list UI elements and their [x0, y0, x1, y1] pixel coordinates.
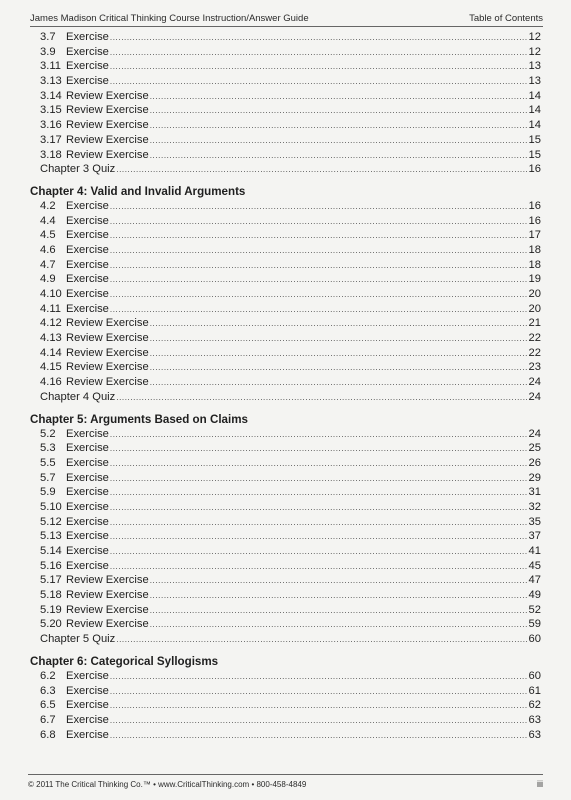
entry-page: 16: [528, 199, 541, 212]
toc-entry: [30, 316, 541, 331]
entry-label: Review Exercise: [66, 361, 149, 374]
dot-leader: [110, 516, 527, 531]
toc-entry: [30, 375, 541, 390]
entry-number: 5.14: [40, 545, 62, 557]
entry-number: 5.16: [40, 559, 62, 572]
toc-entry: [30, 74, 541, 89]
toc-entry: [30, 427, 541, 442]
chapter-heading: Chapter 5: Arguments Based on Claims: [30, 412, 248, 426]
entry-page: 29: [528, 471, 541, 484]
entry-label: Review Exercise: [66, 104, 149, 117]
toc-entry: [30, 728, 541, 743]
dot-leader: [110, 46, 527, 61]
dot-leader: [150, 317, 527, 332]
entry-page: 61: [528, 684, 541, 697]
entry-label: Review Exercise: [66, 346, 149, 359]
footer-rule: [28, 774, 543, 775]
entry-label: Review Exercise: [66, 603, 149, 616]
entry-label: Exercise: [66, 243, 109, 256]
toc-entry: [30, 258, 541, 273]
toc-entry: [30, 45, 541, 60]
toc-entry: [30, 148, 541, 163]
entry-number: 5.5: [40, 456, 56, 469]
entry-label: Exercise: [66, 31, 109, 43]
toc-entry: [30, 588, 541, 603]
entry-number: 5.17: [40, 574, 62, 587]
entry-page: 24: [528, 427, 541, 440]
dot-leader: [110, 200, 527, 215]
entry-label: Exercise: [66, 214, 109, 227]
toc-entry: [30, 529, 541, 544]
entry-number: 5.2: [40, 427, 56, 440]
entry-number: 3.7: [40, 31, 56, 43]
entry-number: 4.2: [40, 199, 56, 212]
entry-page: 24: [528, 376, 541, 389]
entry-label: Exercise: [66, 427, 109, 440]
entry-page: 63: [528, 728, 541, 741]
quiz-page: 24: [528, 390, 541, 403]
dot-leader: [110, 31, 527, 46]
entry-label: Exercise: [66, 486, 109, 499]
entry-label: Exercise: [66, 229, 109, 242]
dot-leader: [110, 699, 527, 714]
entry-number: 6.2: [40, 669, 56, 682]
dot-leader: [116, 163, 526, 178]
entry-label: Exercise: [66, 273, 109, 286]
entry-page: 13: [528, 75, 541, 88]
entry-number: 4.12: [40, 317, 62, 330]
quiz-page: 16: [528, 163, 541, 176]
entry-number: 6.7: [40, 713, 56, 726]
toc-entry: [30, 30, 541, 45]
entry-page: 20: [528, 302, 541, 315]
entry-label: Review Exercise: [66, 119, 149, 132]
entry-number: 3.15: [40, 104, 62, 117]
dot-leader: [150, 347, 527, 362]
dot-leader: [150, 361, 527, 376]
dot-leader: [150, 134, 527, 149]
entry-label: Exercise: [66, 258, 109, 271]
entry-number: 3.9: [40, 45, 56, 58]
entry-label: Exercise: [66, 728, 109, 741]
dot-leader: [150, 149, 527, 164]
toc-entry: [30, 302, 541, 317]
dot-leader: [110, 501, 527, 516]
toc-entry: [30, 118, 541, 133]
entry-page: 14: [528, 119, 541, 132]
dot-leader: [110, 560, 527, 575]
page-number: iii: [537, 779, 543, 789]
dot-leader: [110, 545, 527, 560]
dot-leader: [110, 75, 527, 90]
entry-page: 19: [528, 273, 541, 286]
chapter-heading: Chapter 4: Valid and Invalid Arguments: [30, 184, 246, 198]
dot-leader: [110, 714, 527, 729]
entry-label: Exercise: [66, 288, 109, 300]
dot-leader: [150, 574, 527, 589]
dot-leader: [110, 729, 527, 744]
entry-label: Exercise: [66, 530, 109, 543]
dot-leader: [110, 685, 527, 700]
toc-quiz-entry: [30, 162, 541, 177]
dot-leader: [116, 391, 526, 406]
chapter-heading: Chapter 6: Categorical Syllogisms: [30, 654, 219, 668]
entry-page: 60: [528, 669, 541, 682]
entry-label: Review Exercise: [66, 133, 149, 146]
dot-leader: [110, 472, 527, 487]
dot-leader: [110, 60, 527, 75]
dot-leader: [150, 618, 527, 633]
entry-label: Exercise: [66, 302, 109, 315]
dot-leader: [150, 589, 527, 604]
entry-number: 5.3: [40, 442, 56, 455]
entry-page: 22: [528, 346, 541, 359]
entry-page: 15: [528, 133, 541, 146]
entry-number: 3.17: [40, 133, 62, 146]
entry-number: 6.3: [40, 684, 56, 697]
toc-entry: [30, 559, 541, 574]
entry-label: Exercise: [66, 471, 109, 484]
quiz-label: Chapter 4 Quiz: [40, 390, 116, 403]
toc-entry: [30, 214, 541, 229]
toc-entry: [30, 485, 541, 500]
dot-leader: [110, 229, 527, 244]
entry-label: Exercise: [66, 75, 109, 88]
entry-page: 14: [528, 89, 541, 102]
toc-entry: [30, 228, 541, 243]
entry-label: Review Exercise: [66, 618, 149, 631]
entry-label: Exercise: [66, 684, 109, 697]
entry-page: 18: [528, 258, 541, 271]
toc-entry: [30, 103, 541, 118]
dot-leader: [150, 376, 527, 391]
entry-page: 26: [528, 456, 541, 469]
entry-number: 3.13: [40, 75, 62, 88]
entry-page: 21: [528, 317, 541, 330]
entry-number: 4.14: [40, 346, 62, 359]
entry-number: 4.15: [40, 361, 62, 374]
entry-label: Review Exercise: [66, 317, 149, 330]
entry-page: 16: [528, 214, 541, 227]
entry-label: Exercise: [66, 669, 109, 682]
entry-number: 5.10: [40, 500, 62, 513]
entry-page: 52: [528, 603, 541, 616]
dot-leader: [150, 90, 527, 105]
entry-number: 4.4: [40, 214, 56, 227]
entry-page: 17: [528, 229, 541, 242]
dot-leader: [110, 273, 527, 288]
toc-entry: [30, 500, 541, 515]
dot-leader: [110, 288, 527, 303]
entry-page: 31: [528, 486, 541, 499]
entry-label: Exercise: [66, 199, 109, 212]
entry-number: 6.8: [40, 728, 56, 741]
entry-label: Exercise: [66, 545, 109, 557]
footer-copyright: © 2011 The Critical Thinking Co.™ • www.CriticalThinking.com • 800-458-4849: [28, 779, 307, 789]
toc-entry: [30, 456, 541, 471]
toc-entry: [30, 346, 541, 361]
entry-label: Exercise: [66, 442, 109, 455]
toc-quiz-entry: [30, 632, 541, 647]
entry-page: 12: [528, 45, 541, 58]
entry-label: Exercise: [66, 515, 109, 528]
entry-page: 59: [528, 618, 541, 631]
entry-label: Exercise: [66, 500, 109, 513]
entry-number: 5.20: [40, 618, 62, 631]
toc-entry: [30, 713, 541, 728]
entry-label: Exercise: [66, 713, 109, 726]
dot-leader: [110, 428, 527, 443]
entry-page: 18: [528, 243, 541, 256]
entry-page: 14: [528, 104, 541, 117]
dot-leader: [110, 259, 527, 274]
toc-entry: [30, 287, 541, 302]
toc-entry: [30, 360, 541, 375]
dot-leader: [110, 457, 527, 472]
entry-page: 22: [528, 332, 541, 345]
entry-number: 4.6: [40, 243, 56, 256]
toc-entry: [30, 441, 541, 456]
entry-number: 5.13: [40, 530, 62, 543]
entry-number: 4.11: [40, 302, 61, 315]
entry-number: 3.16: [40, 119, 62, 132]
toc-entry: [30, 544, 541, 559]
dot-leader: [110, 530, 527, 545]
entry-page: 41: [528, 545, 541, 557]
entry-label: Exercise: [66, 559, 109, 572]
entry-page: 37: [528, 530, 541, 543]
entry-label: Review Exercise: [66, 574, 149, 587]
dot-leader: [150, 119, 527, 134]
entry-page: 20: [528, 288, 541, 300]
toc-entry: [30, 471, 541, 486]
entry-number: 4.16: [40, 376, 62, 389]
toc-entry: [30, 59, 541, 74]
toc-entry: [30, 89, 541, 104]
entry-page: 12: [528, 31, 541, 43]
entry-number: 3.11: [40, 60, 61, 73]
dot-leader: [150, 332, 527, 347]
entry-number: 5.12: [40, 515, 62, 528]
entry-page: 15: [528, 148, 541, 161]
toc-entry: [30, 698, 541, 713]
entry-page: 63: [528, 713, 541, 726]
entry-label: Review Exercise: [66, 376, 149, 389]
toc-entry: [30, 669, 541, 684]
entry-page: 47: [528, 574, 541, 587]
entry-label: Review Exercise: [66, 589, 149, 602]
toc-quiz-entry: [30, 390, 541, 405]
header-rule: [30, 26, 543, 27]
table-of-contents: [30, 30, 541, 742]
entry-label: Exercise: [66, 699, 109, 712]
header-section-title: Table of Contents: [469, 12, 543, 24]
toc-entry: [30, 617, 541, 632]
page-footer: [28, 778, 543, 790]
dot-leader: [150, 604, 527, 619]
dot-leader: [110, 244, 527, 259]
toc-entry: [30, 603, 541, 618]
entry-page: 32: [528, 500, 541, 513]
entry-page: 25: [528, 442, 541, 455]
entry-number: 3.18: [40, 148, 62, 161]
entry-label: Exercise: [66, 60, 109, 73]
dot-leader: [110, 442, 527, 457]
toc-entry: [30, 331, 541, 346]
header-book-title: James Madison Critical Thinking Course Instruction/Answer Guide: [30, 12, 309, 24]
entry-number: 4.7: [40, 258, 56, 271]
entry-number: 5.9: [40, 486, 56, 499]
entry-page: 49: [528, 589, 541, 602]
entry-label: Exercise: [66, 456, 109, 469]
entry-page: 62: [528, 699, 541, 712]
dot-leader: [150, 104, 527, 119]
entry-page: 23: [528, 361, 541, 374]
toc-entry: [30, 573, 541, 588]
entry-label: Review Exercise: [66, 332, 149, 345]
toc-entry: [30, 133, 541, 148]
dot-leader: [110, 303, 527, 318]
entry-page: 35: [528, 515, 541, 528]
quiz-label: Chapter 5 Quiz: [40, 633, 116, 646]
page-header: [30, 11, 543, 25]
dot-leader: [110, 486, 527, 501]
quiz-label: Chapter 3 Quiz: [40, 163, 116, 176]
entry-number: 6.5: [40, 699, 56, 712]
quiz-page: 60: [528, 633, 541, 646]
dot-leader: [110, 670, 527, 685]
entry-number: 4.13: [40, 332, 62, 345]
entry-number: 4.9: [40, 273, 56, 286]
toc-entry: [30, 272, 541, 287]
entry-number: 4.5: [40, 229, 56, 242]
entry-label: Review Exercise: [66, 148, 149, 161]
entry-number: 4.10: [40, 288, 62, 300]
entry-number: 5.18: [40, 589, 62, 602]
dot-leader: [110, 215, 527, 230]
entry-label: Review Exercise: [66, 89, 149, 102]
entry-page: 13: [528, 60, 541, 73]
entry-number: 5.19: [40, 603, 62, 616]
toc-entry: [30, 684, 541, 699]
entry-page: 45: [528, 559, 541, 572]
entry-label: Exercise: [66, 45, 109, 58]
toc-entry: [30, 243, 541, 258]
entry-number: 5.7: [40, 471, 56, 484]
toc-entry: [30, 515, 541, 530]
dot-leader: [116, 633, 526, 648]
toc-entry: [30, 199, 541, 214]
entry-number: 3.14: [40, 89, 62, 102]
